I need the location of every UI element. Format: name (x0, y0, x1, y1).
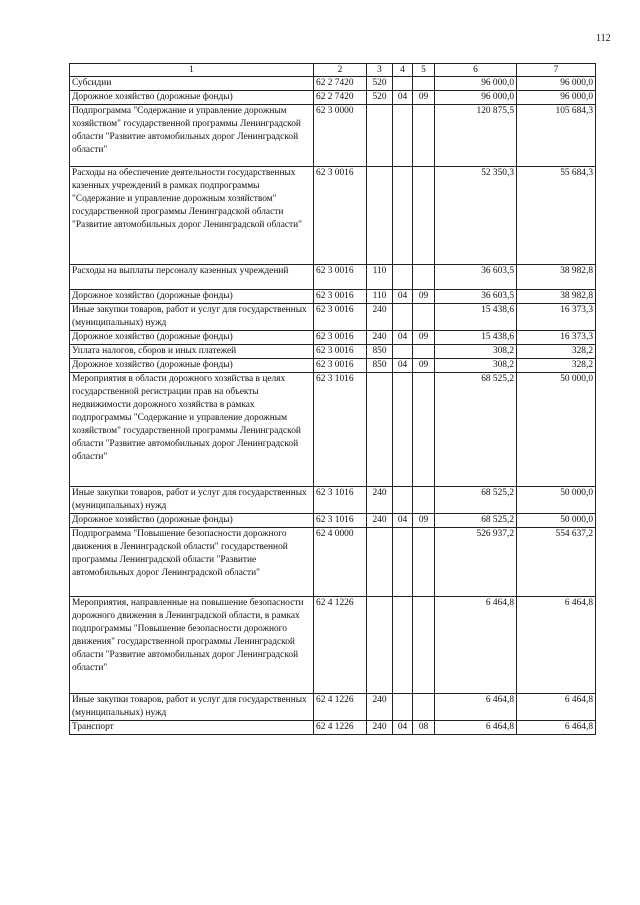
row-pr-cell: 09 (413, 359, 435, 373)
header-col-1: 1 (70, 64, 314, 77)
row-vr-cell (367, 373, 393, 487)
table-row (70, 265, 596, 290)
row-sum-2015-cell: 68 525,2 (435, 373, 517, 487)
table-row (70, 597, 596, 694)
row-rz-cell (393, 77, 413, 91)
row-name-cell: Субсидии (70, 77, 314, 91)
row-rz-cell (393, 373, 413, 487)
row-sum-2016-cell: 16 373,3 (517, 304, 596, 331)
row-pr-cell (413, 265, 435, 290)
row-vr-cell (367, 105, 393, 167)
row-sum-2016-cell: 105 684,3 (517, 105, 596, 167)
row-vr-cell: 240 (367, 514, 393, 528)
header-col-7: 7 (517, 64, 596, 77)
row-rz-cell (393, 105, 413, 167)
row-sum-2015-cell: 6 464,8 (435, 694, 517, 721)
row-code-cell: 62 3 0016 (314, 304, 367, 331)
row-name-cell: Иные закупки товаров, работ и услуг для государственных (муниципальных) нужд (70, 694, 314, 721)
row-name-cell: Транспорт (70, 721, 314, 735)
header-col-3: 3 (367, 64, 393, 77)
row-code-cell: 62 4 1226 (314, 721, 367, 735)
row-sum-2016-cell: 554 637,2 (517, 528, 596, 597)
row-rz-cell: 04 (393, 359, 413, 373)
row-sum-2015-cell: 52 350,3 (435, 167, 517, 265)
row-rz-cell (393, 167, 413, 265)
table-row (70, 528, 596, 597)
row-pr-cell (413, 77, 435, 91)
row-code-cell: 62 3 0016 (314, 290, 367, 304)
row-code-cell: 62 2 7420 (314, 91, 367, 105)
row-name-cell: Дорожное хозяйство (дорожные фонды) (70, 290, 314, 304)
row-rz-cell (393, 597, 413, 694)
row-sum-2015-cell: 96 000,0 (435, 91, 517, 105)
row-sum-2015-cell: 36 603,5 (435, 265, 517, 290)
table-row (70, 345, 596, 359)
row-pr-cell (413, 105, 435, 167)
row-rz-cell (393, 487, 413, 514)
row-name-cell: Дорожное хозяйство (дорожные фонды) (70, 91, 314, 105)
row-name-cell: Дорожное хозяйство (дорожные фонды) (70, 514, 314, 528)
row-name-cell: Мероприятия в области дорожного хозяйства в целях государственной регистрации прав на объекты недвижимости дорожного хозяйства в рамках подпрограммы "Содержание и управление дорожным хозяйством" государственной программы Ленинградской области "Развитие автомобильных дорог Ленинградской области" (70, 373, 314, 487)
table-header-row (70, 64, 596, 77)
row-sum-2015-cell: 36 603,5 (435, 290, 517, 304)
row-vr-cell: 110 (367, 265, 393, 290)
row-name-cell: Подпрограмма "Повышение безопасности дорожного движения в Ленинградской области" государственной программы Ленинградской области "Развитие автомобильных дорог Ленинградской области" (70, 528, 314, 597)
row-pr-cell (413, 597, 435, 694)
row-vr-cell: 240 (367, 694, 393, 721)
row-code-cell: 62 3 0016 (314, 331, 367, 345)
row-rz-cell (393, 528, 413, 597)
row-code-cell: 62 3 0000 (314, 105, 367, 167)
row-name-cell: Расходы на выплаты персоналу казенных учреждений (70, 265, 314, 290)
table-row (70, 514, 596, 528)
row-rz-cell (393, 265, 413, 290)
row-name-cell: Подпрограмма "Содержание и управление дорожным хозяйством" государственной программы Ленинградской области "Развитие автомобильных дорог Ленинградской области" (70, 105, 314, 167)
row-code-cell: 62 3 0016 (314, 167, 367, 265)
row-name-cell: Расходы на обеспечение деятельности государственных казенных учреждений в рамках подпрограммы "Содержание и управление дорожным хозяйством" государственной программы Ленинградской области "Развитие автомобильных дорог Ленинградской области" (70, 167, 314, 265)
row-name-cell: Иные закупки товаров, работ и услуг для государственных (муниципальных) нужд (70, 487, 314, 514)
row-vr-cell (367, 528, 393, 597)
row-pr-cell (413, 528, 435, 597)
table-row (70, 359, 596, 373)
row-code-cell: 62 3 0016 (314, 265, 367, 290)
row-sum-2015-cell: 96 000,0 (435, 77, 517, 91)
row-sum-2015-cell: 68 525,2 (435, 514, 517, 528)
row-vr-cell (367, 597, 393, 694)
table-row (70, 77, 596, 91)
row-sum-2016-cell: 328,2 (517, 345, 596, 359)
header-col-4: 4 (393, 64, 413, 77)
row-vr-cell: 850 (367, 359, 393, 373)
row-code-cell: 62 3 1016 (314, 487, 367, 514)
row-name-cell: Иные закупки товаров, работ и услуг для государственных (муниципальных) нужд (70, 304, 314, 331)
row-sum-2016-cell: 6 464,8 (517, 721, 596, 735)
row-pr-cell (413, 345, 435, 359)
row-pr-cell (413, 373, 435, 487)
row-sum-2016-cell: 38 982,8 (517, 265, 596, 290)
row-vr-cell: 110 (367, 290, 393, 304)
row-sum-2015-cell: 15 438,6 (435, 304, 517, 331)
row-vr-cell (367, 167, 393, 265)
row-pr-cell: 09 (413, 514, 435, 528)
row-sum-2015-cell: 6 464,8 (435, 721, 517, 735)
row-rz-cell: 04 (393, 514, 413, 528)
row-sum-2016-cell: 50 000,0 (517, 487, 596, 514)
row-vr-cell: 520 (367, 77, 393, 91)
row-sum-2015-cell: 526 937,2 (435, 528, 517, 597)
row-sum-2016-cell: 96 000,0 (517, 77, 596, 91)
row-pr-cell: 09 (413, 91, 435, 105)
row-sum-2016-cell: 6 464,8 (517, 597, 596, 694)
row-code-cell: 62 4 1226 (314, 694, 367, 721)
row-vr-cell: 240 (367, 331, 393, 345)
table-row (70, 721, 596, 735)
row-code-cell: 62 2 7420 (314, 77, 367, 91)
row-pr-cell (413, 487, 435, 514)
row-vr-cell: 240 (367, 304, 393, 331)
row-pr-cell: 09 (413, 290, 435, 304)
row-rz-cell (393, 694, 413, 721)
page-number: 112 (596, 33, 611, 44)
row-name-cell: Мероприятия, направленные на повышение безопасности дорожного движения в Ленинградской области, в рамках подпрограммы "Повышение безопасности дорожного движения" государственной программы Ленинградской области "Развитие автомобильных дорог Ленинградской области" (70, 597, 314, 694)
table-row (70, 105, 596, 167)
row-name-cell: Уплата налогов, сборов и иных платежей (70, 345, 314, 359)
row-code-cell: 62 3 1016 (314, 373, 367, 487)
row-code-cell: 62 4 0000 (314, 528, 367, 597)
row-sum-2016-cell: 6 464,8 (517, 694, 596, 721)
row-sum-2016-cell: 55 684,3 (517, 167, 596, 265)
row-pr-cell: 09 (413, 331, 435, 345)
row-sum-2015-cell: 120 875,5 (435, 105, 517, 167)
row-sum-2016-cell: 50 000,0 (517, 514, 596, 528)
row-code-cell: 62 3 1016 (314, 514, 367, 528)
row-sum-2015-cell: 6 464,8 (435, 597, 517, 694)
table-row (70, 290, 596, 304)
row-rz-cell: 04 (393, 91, 413, 105)
table-row (70, 694, 596, 721)
row-sum-2015-cell: 15 438,6 (435, 331, 517, 345)
table-row (70, 304, 596, 331)
row-sum-2015-cell: 308,2 (435, 345, 517, 359)
row-vr-cell: 240 (367, 487, 393, 514)
row-rz-cell (393, 345, 413, 359)
row-sum-2016-cell: 50 000,0 (517, 373, 596, 487)
row-sum-2016-cell: 328,2 (517, 359, 596, 373)
row-pr-cell (413, 304, 435, 331)
row-vr-cell: 520 (367, 91, 393, 105)
row-rz-cell (393, 304, 413, 331)
row-vr-cell: 850 (367, 345, 393, 359)
row-pr-cell (413, 167, 435, 265)
row-sum-2015-cell: 68 525,2 (435, 487, 517, 514)
header-col-2: 2 (314, 64, 367, 77)
table-row (70, 487, 596, 514)
table-row (70, 331, 596, 345)
row-sum-2016-cell: 16 373,3 (517, 331, 596, 345)
header-col-6: 6 (435, 64, 517, 77)
row-code-cell: 62 3 0016 (314, 359, 367, 373)
table-row (70, 373, 596, 487)
row-vr-cell: 240 (367, 721, 393, 735)
row-rz-cell: 04 (393, 290, 413, 304)
budget-table (69, 63, 596, 735)
row-code-cell: 62 3 0016 (314, 345, 367, 359)
header-col-5: 5 (413, 64, 435, 77)
table-row (70, 91, 596, 105)
row-sum-2016-cell: 96 000,0 (517, 91, 596, 105)
row-name-cell: Дорожное хозяйство (дорожные фонды) (70, 359, 314, 373)
row-rz-cell: 04 (393, 331, 413, 345)
row-pr-cell (413, 694, 435, 721)
row-code-cell: 62 4 1226 (314, 597, 367, 694)
row-sum-2015-cell: 308,2 (435, 359, 517, 373)
row-rz-cell: 04 (393, 721, 413, 735)
table-row (70, 167, 596, 265)
row-name-cell: Дорожное хозяйство (дорожные фонды) (70, 331, 314, 345)
row-sum-2016-cell: 38 982,8 (517, 290, 596, 304)
row-pr-cell: 08 (413, 721, 435, 735)
